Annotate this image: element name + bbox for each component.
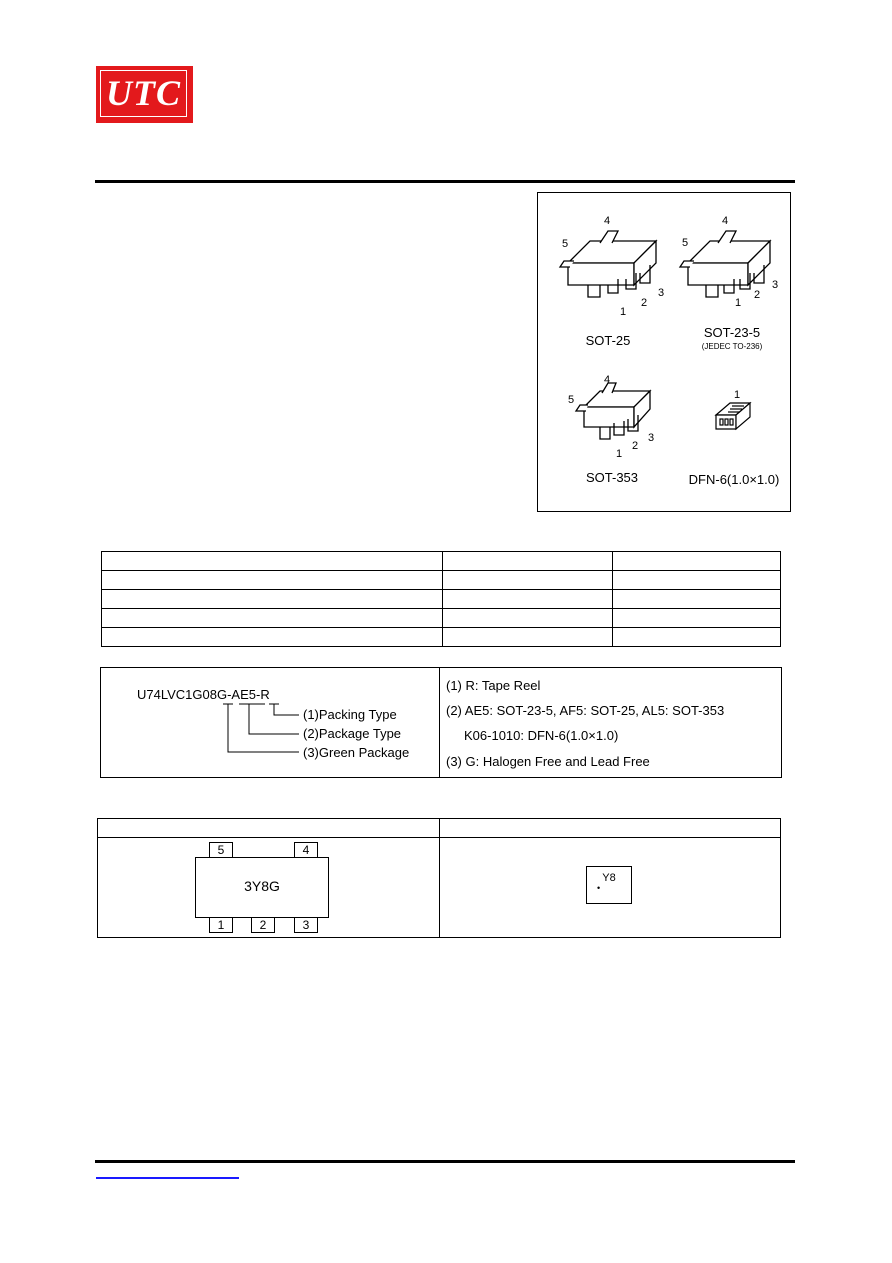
marking-pin-2: 2 [251,917,275,933]
sot-353-pin-5: 5 [568,394,575,406]
sot-23-5-pin-2: 2 [754,289,761,301]
table-row [102,590,781,609]
sot-23-5-pin-3: 3 [772,279,779,291]
marking-code: 3Y8G [244,878,280,894]
marking-dfn [439,837,781,938]
table-row [102,571,781,590]
sot-25-pin-3: 3 [658,287,665,299]
marking-pin-4: 4 [294,842,318,858]
sot-23-5-sublabel: (JEDEC TO-236) [701,342,763,351]
marking-pin-3: 3 [294,917,318,933]
sot-25-pin-1: 1 [620,306,627,318]
legend-packing-type: (1)Packing Type [303,707,397,722]
sot-353-pin-1: 1 [616,448,623,460]
legend-green-package: (3)Green Package [303,745,410,760]
sot-23-5-pin-5: 5 [682,237,689,249]
note-package-dfn: K06-1010: DFN-6(1.0×1.0) [464,728,619,743]
marking-pin1-dot: • [597,883,601,893]
part-number: U74LVC1G08G-AE5-R [137,687,270,702]
sot-25-drawing [560,231,656,297]
ordering-code-panel [100,667,782,778]
marking-panel [97,818,781,938]
dfn-6-label: DFN-6(1.0×1.0) [688,472,780,487]
sot-23-5-drawing [680,231,770,297]
marking-pin-5: 5 [209,842,233,858]
marking-sot [97,837,440,938]
sot-353-drawing [576,383,650,439]
marking-header-right [439,818,781,838]
table-row [102,628,781,647]
dfn-6-pin-1: 1 [734,389,741,401]
sot-23-5-label: SOT-23-5 [703,325,761,340]
part-number-breakdown [100,667,440,778]
header-rule [95,180,795,183]
ordering-notes [439,667,782,778]
footer-rule [95,1160,795,1163]
sot-353-pin-4: 4 [604,374,611,386]
sot-25-pin-4: 4 [604,215,611,227]
logo-text: UTC [100,70,187,117]
package-drawings-panel [537,192,791,512]
sot-25-label: SOT-25 [585,333,631,348]
sot-23-5-pin-1: 1 [735,297,742,309]
marking-dfn-chip [586,866,632,904]
note-green: (3) G: Halogen Free and Lead Free [446,754,650,769]
ordering-info-table [101,551,781,647]
table-row [102,552,781,571]
dfn-6-drawing [716,403,750,429]
note-package: (2) AE5: SOT-23-5, AF5: SOT-25, AL5: SOT-353 [446,703,725,718]
marking-chip-body [195,857,329,918]
package-drawings [538,193,792,513]
sot-353-pin-3: 3 [648,432,655,444]
sot-25-pin-2: 2 [641,297,648,309]
marking-header-left [97,818,440,838]
legend-package-type: (2)Package Type [303,726,402,741]
marking-pin-1: 1 [209,917,233,933]
sot-353-pin-2: 2 [632,440,639,452]
marking-dfn-code: Y8 [602,872,616,884]
footer-link-underline[interactable] [96,1177,239,1179]
sot-25-pin-5: 5 [562,238,569,250]
sot-353-label: SOT-353 [585,470,639,485]
breakdown-leader-lines [101,668,441,779]
table-row [102,609,781,628]
note-packing: (1) R: Tape Reel [446,678,541,693]
utc-logo [96,66,193,123]
sot-23-5-pin-4: 4 [722,215,729,227]
